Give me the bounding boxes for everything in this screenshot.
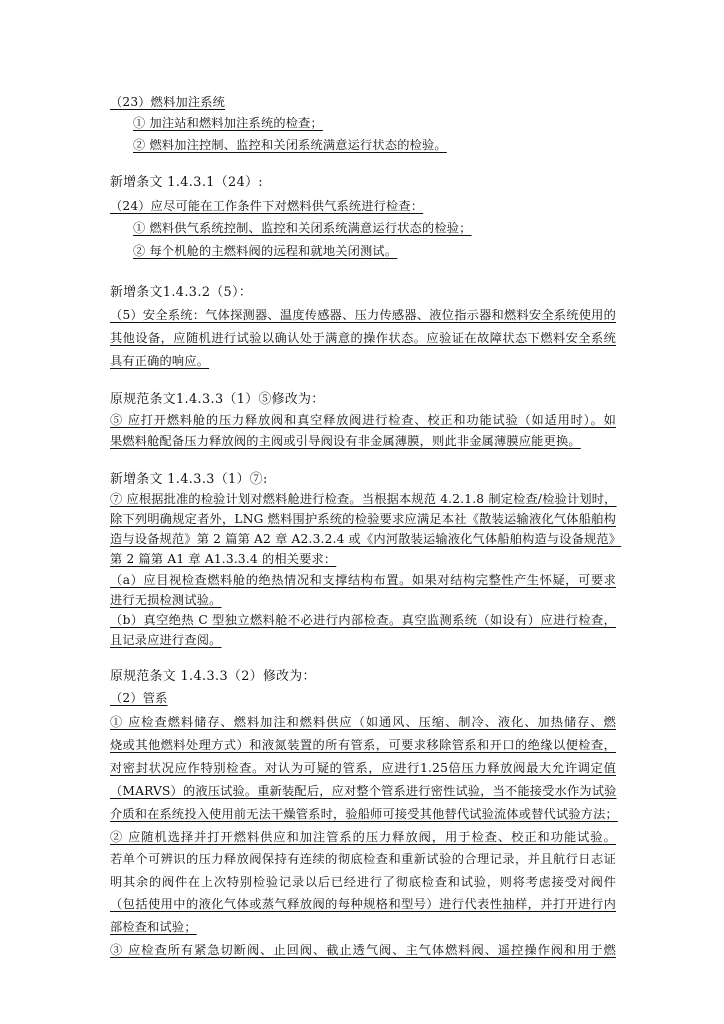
text-line-2: ① 加注站和燃料加注系统的检查； xyxy=(133,116,323,130)
text-line-21: 进行无损检测试验。 xyxy=(110,593,222,607)
text-line-14: 果燃料舱配备压力释放阀的主阀或引导阀设有非金属薄膜，则此非金属薄膜应能更换。 xyxy=(110,434,581,448)
text-line-15: 新增条文 1.4.3.3（1）⑦: xyxy=(110,472,268,487)
text-line-28: 对密封状况应作特别检查。对认为可疑的管系，应进行1.25倍压力释放阀最大允许调定值 xyxy=(110,761,616,775)
text-line-34: （包括使用中的液化气体或蒸气释放阀的每种规格和型号）进行代表性抽样，并打开进行内 xyxy=(110,897,616,911)
text-line-23: 且记录应进行查阅。 xyxy=(110,633,222,647)
text-line-24: 原规范条文 1.4.3.3（2）修改为： xyxy=(110,669,316,684)
text-line-18: 造与设备规范》第 2 篇第 A2 章 A2.3.2.4 或《内河散装运输液化气体船舶构造与设备规范》 xyxy=(110,532,622,546)
text-line-31: ② 应随机选择并打开燃料供应和加注管系的压力释放阀，用于检查、校正和功能试验。 xyxy=(110,830,616,844)
text-line-32: 若单个可辨识的压力释放阀保持有连续的彻底检查和重新试验的合理记录，并且航行日志证 xyxy=(110,852,616,866)
text-line-9: （5）安全系统：气体探测器、温度传感器、压力传感器、液位指示器和燃料安全系统使用的 xyxy=(110,308,616,322)
text-line-30: 介质和在系统投入使用前无法干燥管系时，验船师可接受其他替代试验流体或替代试验方法； xyxy=(110,807,618,821)
text-line-11: 具有正确的响应。 xyxy=(110,354,210,368)
text-line-6: ① 燃料供气系统控制、监控和关闭系统满意运行状态的检验； xyxy=(133,221,472,235)
text-line-3: ② 燃料加注控制、监控和关闭系统满意运行状态的检验。 xyxy=(133,138,447,152)
text-line-36: ③ 应检查所有紧急切断阀、止回阀、截止透气阀、主气体燃料阀、遥控操作阀和用于燃 xyxy=(110,943,616,957)
text-line-17: 除下列明确规定者外，LNG 燃料围护系统的检验要求应满足本社《散装运输液化气体船舶构 xyxy=(110,512,616,526)
text-line-13: ⑤ 应打开燃料舱的压力释放阀和真空释放阀进行检查、校正和功能试验（如适用时）。如 xyxy=(110,413,616,427)
text-line-35: 部检查和试验； xyxy=(110,920,197,934)
text-line-25: （2）管系 xyxy=(110,691,168,705)
text-line-22: （b）真空绝热 C 型独立燃料舱不必进行内部检查。真空监测系统（如设有）应进行检查， xyxy=(110,613,616,627)
text-line-4: 新增条文 1.4.3.1（24）: xyxy=(110,175,264,190)
text-line-1: （23）燃料加注系统 xyxy=(110,95,226,109)
text-line-26: ① 应检查燃料储存、燃料加注和燃料供应（如通风、压缩、制冷、液化、加热储存、燃 xyxy=(110,715,616,729)
text-line-16: ⑦ 应根据批准的检验计划对燃料舱进行检查。当根据本规范 4.2.1.8 制定检查/检验计划时， xyxy=(110,492,617,506)
text-line-8: 新增条文1.4.3.2（5）： xyxy=(110,285,253,300)
text-line-10: 其他设备，应随机进行试验以确认处于满意的操作状态。应验证在故障状态下燃料安全系统 xyxy=(110,331,616,345)
text-line-33: 明其余的阀件在上次特别检验记录以后已经进行了彻底检查和试验，则将考虑接受对阀件 xyxy=(110,875,616,889)
text-line-29: （MARVS）的液压试验。重新装配后，应对整个管系进行密性试验，当不能接受水作为试验 xyxy=(110,784,617,798)
text-line-12: 原规范条文1.4.3.3（1）⑤修改为： xyxy=(110,392,325,407)
text-line-19: 第 2 篇第 A1 章 A1.3.3.4 的相关要求： xyxy=(110,552,337,566)
text-line-5: （24）应尽可能在工作条件下对燃料供气系统进行检查： xyxy=(110,199,424,213)
text-line-7: ② 每个机舱的主燃料阀的远程和就地关闭测试。 xyxy=(133,244,398,258)
text-line-27: 烧或其他燃料处理方式）和液氮装置的所有管系，可要求移除管系和开口的绝缘以便检查， xyxy=(110,738,616,752)
text-line-20: （a）应目视检查燃料舱的绝热情况和支撑结构布置。如果对结构完整性产生怀疑，可要求 xyxy=(110,573,616,587)
